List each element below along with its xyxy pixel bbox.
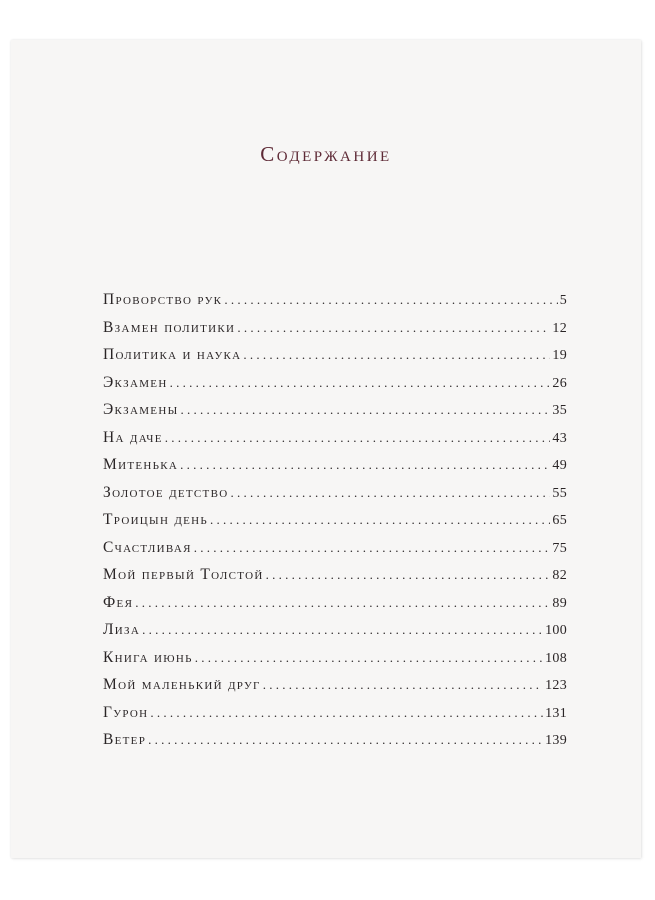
dot-leader [142,622,543,638]
toc-entry-title: Фея [103,593,134,611]
toc-entry-page: 12 [552,320,567,336]
toc-entry-title: Взамен политики [103,318,236,336]
toc-entry-page: 108 [545,650,567,666]
toc-entry-page: 100 [545,623,567,638]
dot-leader [263,677,543,693]
contents-heading: Содержание [260,142,392,166]
toc-entry-page: 35 [552,403,567,418]
toc-entry[interactable] [103,539,567,567]
toc-entry-page: 75 [552,540,567,556]
toc-entry-title: Золотое детство [103,483,229,501]
toc-entry[interactable] [103,649,567,677]
toc-entry[interactable] [103,566,567,594]
toc-entry-title: Мой первый Толстой [103,566,264,583]
dot-leader [165,430,551,446]
dot-leader [135,595,550,611]
toc-entry[interactable] [103,456,567,484]
toc-entry[interactable] [103,511,567,539]
dot-leader [150,705,543,721]
toc-entry-title: Мой маленький друг [103,676,261,693]
toc-entry-page: 139 [545,733,567,748]
dot-leader [180,457,550,473]
toc-entry-title: Политика и наука [103,346,242,363]
toc-entry-page: 82 [552,568,567,583]
toc-entry[interactable] [103,704,567,732]
toc-entry[interactable] [103,731,567,759]
toc-entry-title: Лиза [103,621,141,638]
dot-leader [170,375,551,391]
toc-entry-page: 131 [545,705,567,721]
toc-entry-page: 89 [552,595,567,611]
dot-leader [243,347,550,363]
dot-leader [230,485,550,501]
toc-entry[interactable] [103,401,567,429]
toc-entry-page: 123 [545,678,567,693]
toc-entry-page: 5 [559,293,567,308]
toc-entry-title: Проворство рук [103,291,223,308]
toc-entry-page: 55 [552,485,567,501]
toc-entry-page: 65 [552,513,567,528]
table-of-contents [103,291,567,759]
toc-entry-page: 26 [552,375,567,391]
dot-leader [195,650,543,666]
toc-entry-page: 43 [552,430,567,446]
toc-entry-title: Книга июнь [103,648,193,666]
toc-entry[interactable] [103,594,567,622]
dot-leader [224,292,557,308]
toc-entry[interactable] [103,374,567,402]
toc-entry[interactable] [103,291,567,319]
toc-entry-title: Ветер [103,731,147,748]
toc-entry[interactable] [103,346,567,374]
toc-entry[interactable] [103,484,567,512]
toc-entry-title: Экзамен [103,373,168,391]
dot-leader [180,402,550,418]
toc-entry-title: Счастливая [103,538,192,556]
toc-entry[interactable] [103,429,567,457]
dot-leader [266,567,551,583]
dot-leader [148,732,543,748]
toc-entry[interactable] [103,621,567,649]
toc-entry[interactable] [103,319,567,347]
toc-entry-page: 49 [552,458,567,473]
book-page [11,40,641,858]
toc-entry-title: Митенька [103,456,179,473]
dot-leader [210,512,550,528]
toc-entry-title: Троицын день [103,511,209,528]
dot-leader [237,320,550,336]
dot-leader [194,540,551,556]
toc-entry-title: Гурон [103,703,149,721]
toc-entry[interactable] [103,676,567,704]
toc-entry-title: На даче [103,428,163,446]
toc-entry-title: Экзамены [103,401,179,418]
toc-entry-page: 19 [552,348,567,363]
